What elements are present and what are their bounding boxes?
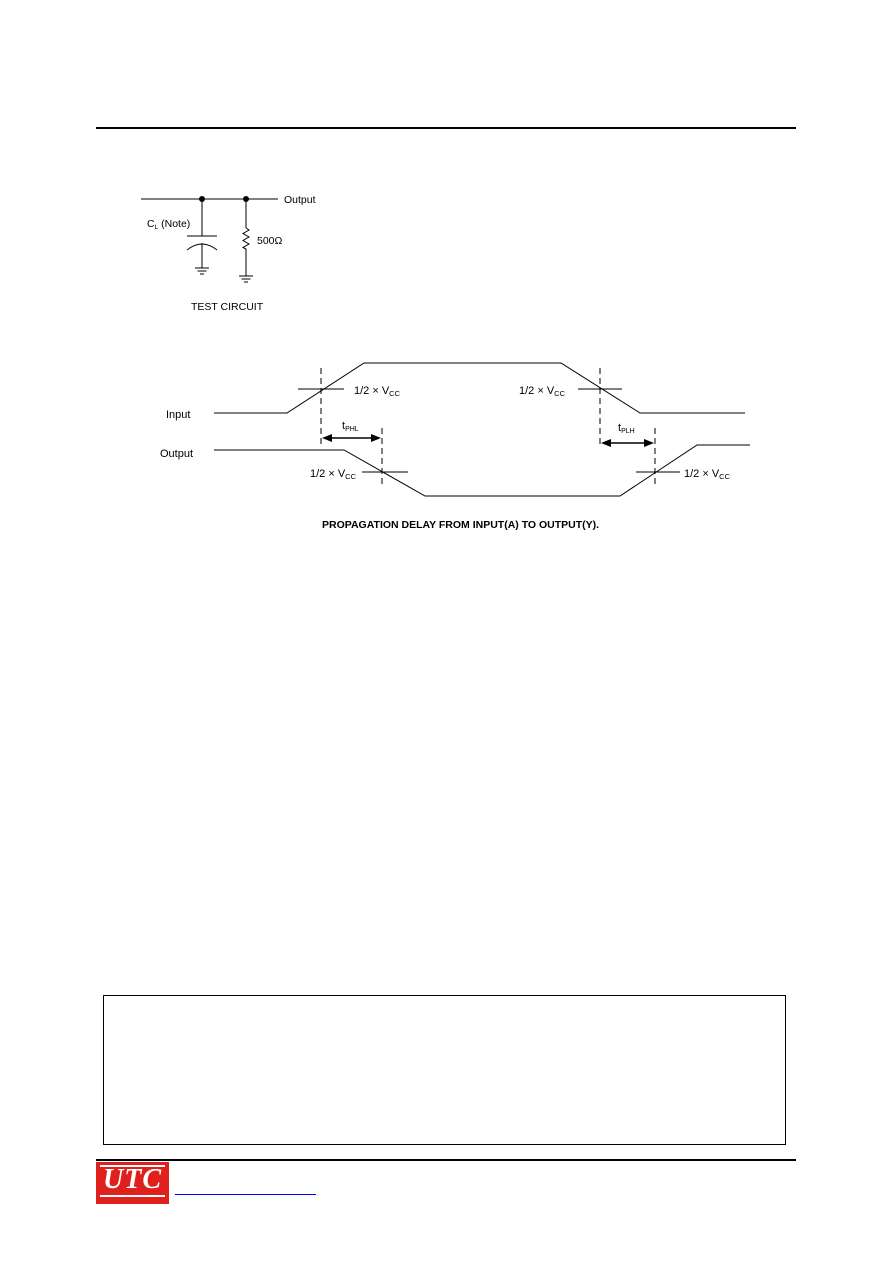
tplh-arrow	[601, 439, 654, 447]
ground-icon	[195, 268, 209, 274]
resistor-value-label: 500Ω	[257, 235, 283, 247]
test-circuit-caption: TEST CIRCUIT	[191, 301, 264, 313]
output-waveform	[214, 445, 750, 496]
vcc-label-output-rise: 1/2 × VCC	[684, 468, 731, 481]
website-link[interactable]	[175, 1180, 316, 1195]
load-capacitor-label: CL (Note)	[147, 218, 191, 231]
resistor-symbol	[243, 199, 249, 276]
vcc-label-output-fall: 1/2 × VCC	[310, 468, 357, 481]
footer-rule	[96, 1159, 796, 1161]
timing-caption: PROPAGATION DELAY FROM INPUT(A) TO OUTPUT(Y).	[322, 519, 600, 531]
ground-icon	[239, 276, 253, 282]
logo-text: UTC	[103, 1164, 162, 1195]
output-signal-label: Output	[160, 448, 194, 460]
tplh-label: tPLH	[618, 422, 635, 435]
tphl-label: tPHL	[342, 420, 359, 433]
circuit-output-label: Output	[284, 194, 316, 206]
timing-diagram	[214, 363, 750, 496]
vcc-label-input-rise: 1/2 × VCC	[354, 385, 401, 398]
disclaimer-box	[103, 995, 786, 1145]
tphl-arrow	[322, 434, 381, 442]
utc-logo	[96, 1162, 169, 1204]
vcc-label-input-fall: 1/2 × VCC	[519, 385, 566, 398]
logo-bottom-stripe	[100, 1195, 165, 1197]
capacitor-symbol	[187, 199, 217, 268]
input-waveform	[214, 363, 745, 413]
input-signal-label: Input	[166, 409, 191, 421]
